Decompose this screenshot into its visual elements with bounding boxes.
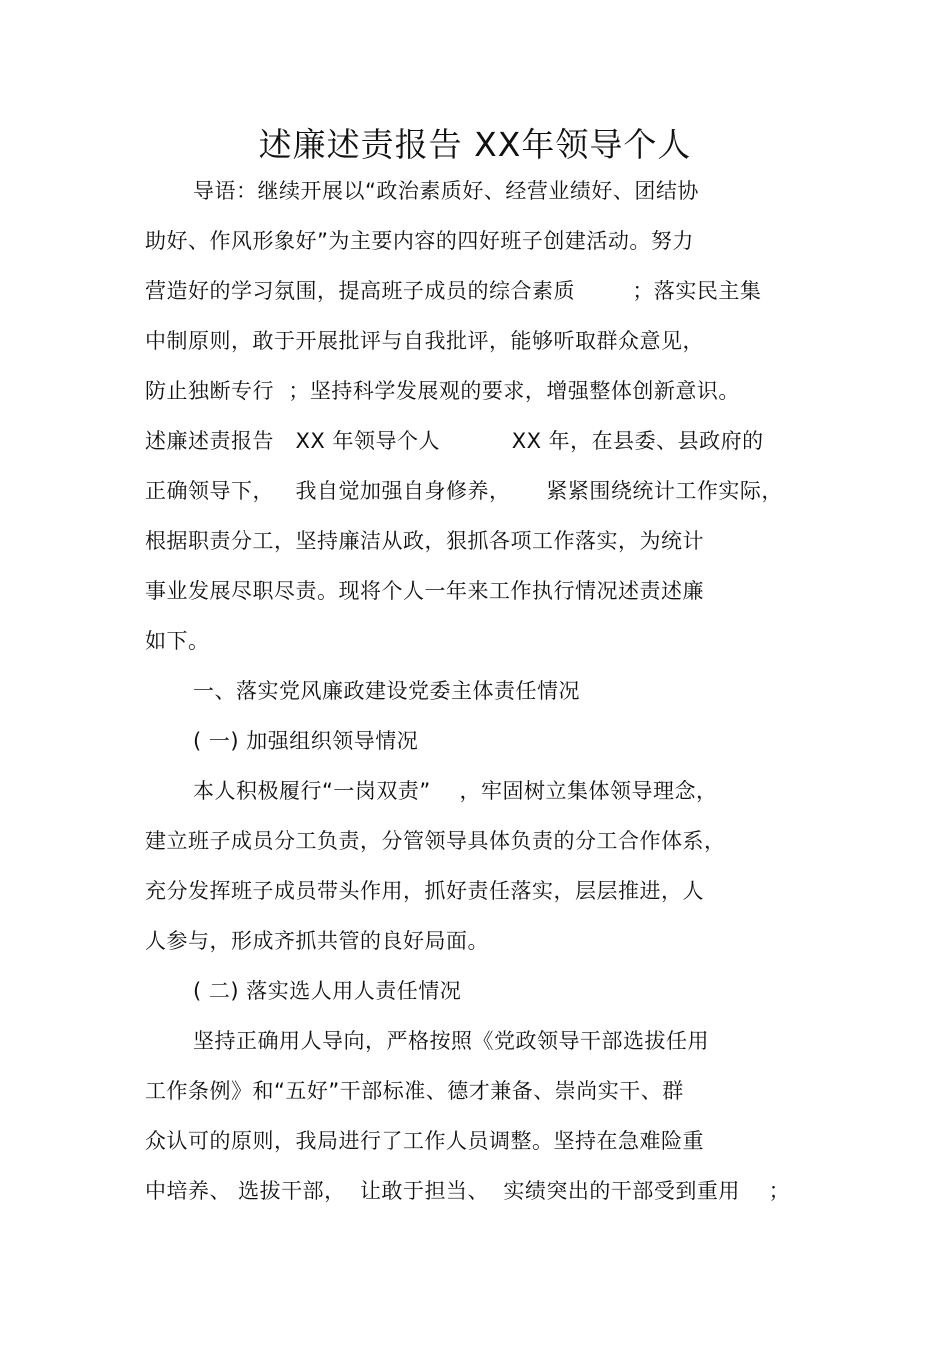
paragraph-line: 众认可的原则，我局进行了工作人员调整。坚持在急难险重 xyxy=(145,1129,704,1153)
subsection-heading: ( 二) 落实选人用人责任情况 xyxy=(193,979,462,1003)
paragraph-line: 正确领导下， 我自觉加强自身修养， 紧紧围绕统计工作实际， xyxy=(145,479,783,503)
document-title: 述廉述责报告 XX年领导个人 xyxy=(258,125,692,164)
paragraph-line: 述廉述责报告 XX 年领导个人 XX 年，在县委、县政府的 xyxy=(145,429,764,453)
paragraph-line: 防止独断专行 ；坚持科学发展观的要求，增强整体创新意识。 xyxy=(145,379,740,403)
paragraph-line: 本人积极履行“一岗双责” ，牢固树立集体领导理念， xyxy=(193,779,718,803)
paragraph-line: 中制原则，敢于开展批评与自我批评，能够听取群众意见， xyxy=(145,329,704,353)
subsection-heading: ( 一) 加强组织领导情况 xyxy=(193,729,419,753)
paragraph-line: 人参与，形成齐抓共管的良好局面。 xyxy=(145,929,489,953)
paragraph-line: 根据职责分工，坚持廉洁从政，狠抓各项工作落实，为统计 xyxy=(145,529,704,553)
paragraph-line: 建立班子成员分工负责，分管领导具体负责的分工合作体系， xyxy=(145,829,726,853)
section-heading: 一、落实党风廉政建设党委主体责任情况 xyxy=(193,679,580,703)
paragraph-line: 如下。 xyxy=(145,629,210,653)
paragraph-line: 导语：继续开展以“政治素质好、经营业绩好、团结协 xyxy=(193,179,699,203)
paragraph-line: 工作条例》和“五好”干部标准、德才兼备、崇尚实干、群 xyxy=(145,1079,684,1103)
paragraph-line: 中培养、 选拔干部， 让敢于担当、 实绩突出的干部受到重用 ； xyxy=(145,1179,791,1203)
paragraph-line: 充分发挥班子成员带头作用，抓好责任落实，层层推进，人 xyxy=(145,879,704,903)
paragraph-line: 坚持正确用人导向，严格按照《党政领导干部选拔任用 xyxy=(193,1029,709,1053)
paragraph-line: 事业发展尽职尽责。现将个人一年来工作执行情况述责述廉 xyxy=(145,579,704,603)
paragraph-line: 营造好的学习氛围，提高班子成员的综合素质 ；落实民主集 xyxy=(145,279,762,303)
paragraph-line: 助好、作风形象好”为主要内容的四好班子创建活动。努力 xyxy=(145,229,694,253)
